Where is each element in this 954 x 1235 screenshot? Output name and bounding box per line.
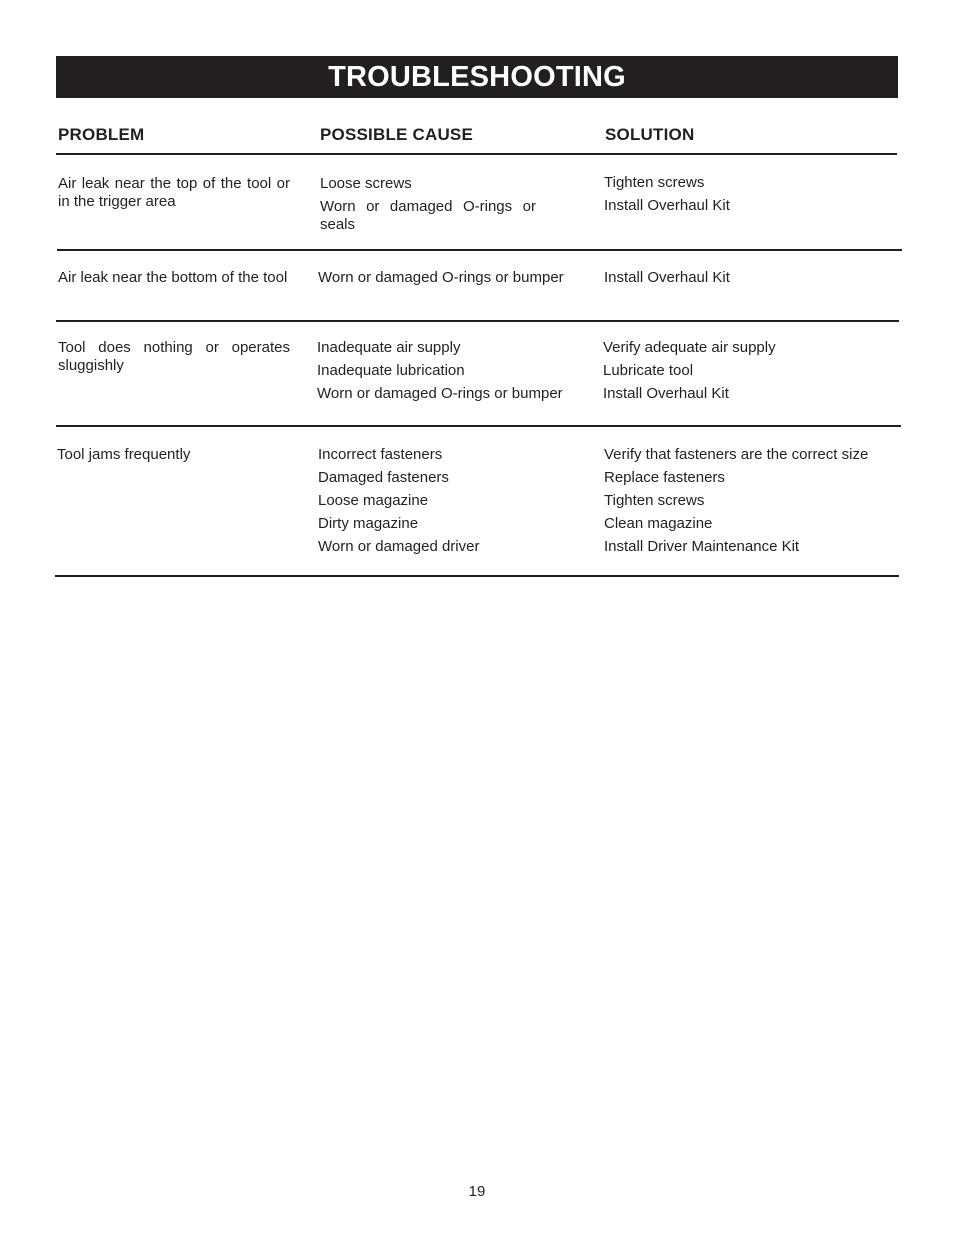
- table-row-causes: [318, 269, 564, 292]
- column-header-problem: PROBLEM: [58, 125, 145, 144]
- solution-item: Replace fasteners: [604, 469, 725, 486]
- cause-item: Incorrect fasteners: [318, 446, 443, 463]
- solution-item: Install Overhaul Kit: [604, 269, 730, 286]
- page-number: 19: [468, 1183, 486, 1200]
- table-row-problem: Tool jams frequently: [57, 446, 191, 463]
- row-divider: [57, 249, 902, 251]
- row-divider: [56, 425, 901, 427]
- cause-item: Dirty magazine: [318, 515, 419, 532]
- cause-item: Worn or damaged O-rings or seals: [320, 198, 536, 233]
- table-row-solutions: [604, 446, 868, 561]
- cause-item: Loose screws: [320, 175, 412, 192]
- cause-item: Inadequate air supply: [317, 339, 461, 356]
- column-header-solution: SOLUTION: [605, 125, 695, 144]
- cause-item: Damaged fasteners: [318, 469, 449, 486]
- solution-item: Verify that fasteners are the correct size: [604, 446, 869, 463]
- solution-item: Lubricate tool: [603, 362, 694, 379]
- table-row-solutions: [604, 269, 730, 292]
- table-row-problem: Tool does nothing or operates sluggishly: [58, 339, 290, 374]
- cause-item: Loose magazine: [318, 492, 429, 509]
- table-row-problem: Air leak near the bottom of the tool: [58, 269, 288, 286]
- row-divider: [56, 320, 899, 322]
- solution-item: Clean magazine: [604, 515, 713, 532]
- cause-item: Worn or damaged O-rings or bumper: [317, 385, 563, 402]
- table-row-causes: [320, 175, 536, 239]
- table-row-solutions: [603, 339, 776, 408]
- solution-item: Install Driver Maintenance Kit: [604, 538, 800, 555]
- table-bottom-rule: [55, 575, 899, 577]
- page-title: TROUBLESHOOTING: [56, 56, 898, 98]
- table-row-problem: Air leak near the top of the tool or in the trigger area: [58, 175, 290, 210]
- table-row-causes: [318, 446, 479, 561]
- solution-item: Tighten screws: [604, 492, 705, 509]
- solution-item: Tighten screws: [604, 174, 705, 191]
- solution-item: Verify adequate air supply: [603, 339, 776, 356]
- cause-item: Worn or damaged driver: [318, 538, 480, 555]
- header-divider: [56, 153, 897, 155]
- cause-item: Inadequate lubrication: [317, 362, 465, 379]
- table-row-causes: [317, 339, 563, 408]
- solution-item: Install Overhaul Kit: [603, 385, 729, 402]
- column-header-possible-cause: POSSIBLE CAUSE: [320, 125, 473, 144]
- solution-item: Install Overhaul Kit: [604, 197, 730, 214]
- cause-item: Worn or damaged O-rings or bumper: [318, 269, 564, 286]
- table-row-solutions: [604, 174, 730, 220]
